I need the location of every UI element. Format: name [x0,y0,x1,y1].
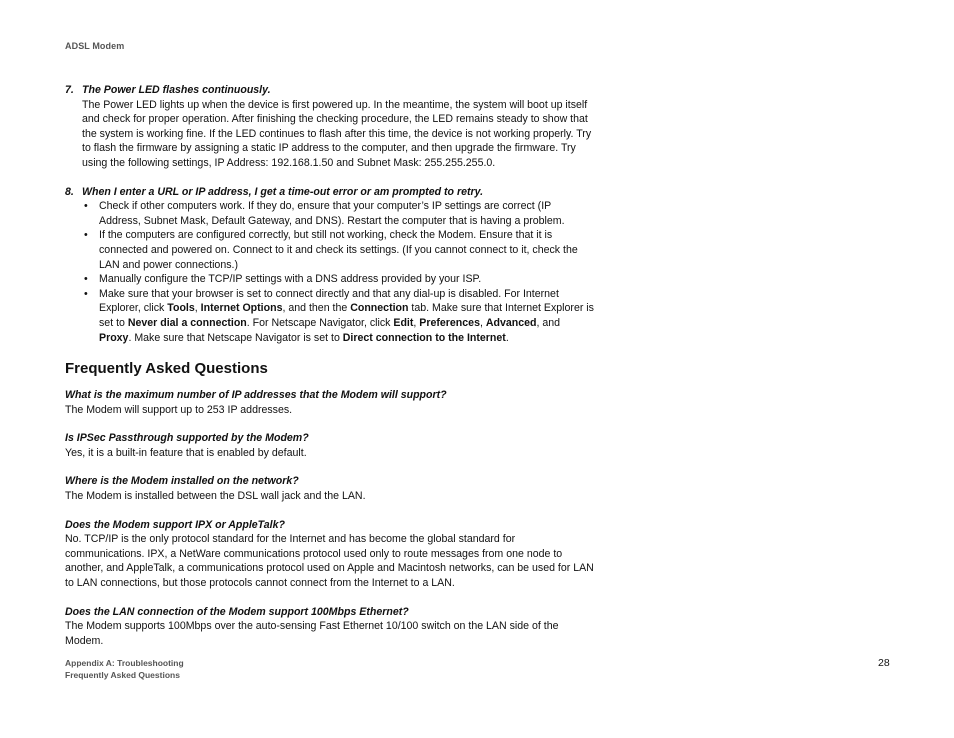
faq-question: What is the maximum number of IP addresses that the Modem will support? [65,389,447,402]
faq-question: Is IPSec Passthrough supported by the Modem? [65,432,309,445]
running-footer [65,657,184,681]
faq-question: Where is the Modem installed on the network? [65,475,299,488]
faq-entry [65,605,595,649]
faq-answer: No. TCP/IP is the only protocol standard for the Internet and has become the global standard for communications. IPX, a NetWare communications protocol used only to route messages from one node to another, and AppleTalk, a communications protocol used on Apple and Macintosh networks, can be used for LAN to LAN connections, but those protocols cannot connect from the Internet to a LAN. [65,533,594,590]
setting-never-dial: Never dial a connection [127,316,247,329]
text-run: tab. Make sure that Internet Explorer is set to [99,302,594,329]
faq-heading: Frequently Asked Questions [65,360,268,378]
bullet-glyph: • [84,273,88,286]
menu-name-tools: Tools [167,302,195,315]
text-run: , and [536,316,561,329]
list-item [82,272,595,287]
running-header: ADSL Modem [65,41,125,51]
text-run: , [194,302,201,315]
bullet-glyph: • [84,229,88,242]
list-item [82,287,595,345]
faq-entry [65,388,595,417]
item-title [65,83,595,98]
item-title [65,185,595,200]
list-item-text: Check if other computers work. If they do, ensure that your computer’s IP settings are correct (IP Address, Subnet Mask, Default Gateway, and DNS). Restart the computer that is having a problem. [99,200,565,227]
list-item-text: Manually configure the TCP/IP settings with a DNS address provided by your ISP. [99,273,482,286]
text-run: . [505,331,509,344]
list-item-text [99,288,594,344]
text-run: Make sure that your browser is set to connect directly and that any dial-up is disabled. For Internet Explorer, click [99,287,559,315]
bullet-glyph: • [84,287,88,300]
bullet-glyph: • [84,200,88,213]
list-item [82,228,595,272]
tab-name-connection: Connection [350,302,409,315]
faq-question: Does the Modem support IPX or AppleTalk? [65,518,285,531]
faq-entry [65,474,595,503]
item-title-text: The Power LED flashes continuously. [82,84,271,96]
troubleshooting-item-8 [65,185,595,346]
list-item [82,199,595,228]
item-number: 7. [65,84,74,96]
page-content [65,83,595,662]
footer-line-appendix: Appendix A: Troubleshooting [65,658,184,668]
item-number: 8. [65,185,74,198]
menu-name-preferences: Preferences [419,316,480,329]
faq-entry [65,431,595,460]
footer-line-section: Frequently Asked Questions [65,670,180,680]
menu-name-proxy: Proxy [99,331,129,344]
menu-name-edit: Edit [393,316,414,329]
faq-entry [65,518,595,591]
faq-answer: The Modem supports 100Mbps over the auto-sensing Fast Ethernet 10/100 switch on the LAN side of the Modem. [65,620,559,647]
text-run: , [479,316,486,329]
text-run: . Make sure that Netscape Navigator is set to [128,331,343,344]
faq-answer: The Modem is installed between the DSL wall jack and the LAN. [65,490,366,503]
text-run: , [413,316,420,329]
faq-question: Does the LAN connection of the Modem support 100Mbps Ethernet? [65,605,409,618]
item-title-text: When I enter a URL or IP address, I get a time-out error or am prompted to retry. [82,185,484,198]
setting-direct-connection: Direct connection to the Internet [342,331,506,344]
menu-name-internet-options: Internet Options [200,302,283,315]
faq-answer: Yes, it is a built-in feature that is enabled by default. [65,446,307,459]
text-run: . For Netscape Navigator, click [246,316,394,329]
troubleshooting-item-7 [65,83,595,171]
list-item-text: If the computers are configured correctly, but still not working, check the Modem. Ensure that it is connected and powered on. Connect to it and check its settings. (If you cannot connect to it, check the LAN and power connections.) [99,229,578,271]
text-run: , and then the [282,302,351,315]
item-body: The Power LED lights up when the device is first powered up. In the meantime, the system will boot up itself and check for proper operation. After finishing the checking procedure, the LED remains steady to show that the system is working fine. If the LED continues to flash after this time, the device is not working properly. Try to flash the firmware by assigning a static IP address to the computer, and then upgrade the firmware. Try using the following settings, IP Address: 192.168.1.50 and Subnet Mask: 255.255.255.0. [82,98,592,169]
menu-name-advanced: Advanced [485,316,537,329]
bullet-list [65,199,595,345]
page-number: 28 [878,657,890,669]
faq-answer: The Modem will support up to 253 IP addresses. [65,403,293,416]
